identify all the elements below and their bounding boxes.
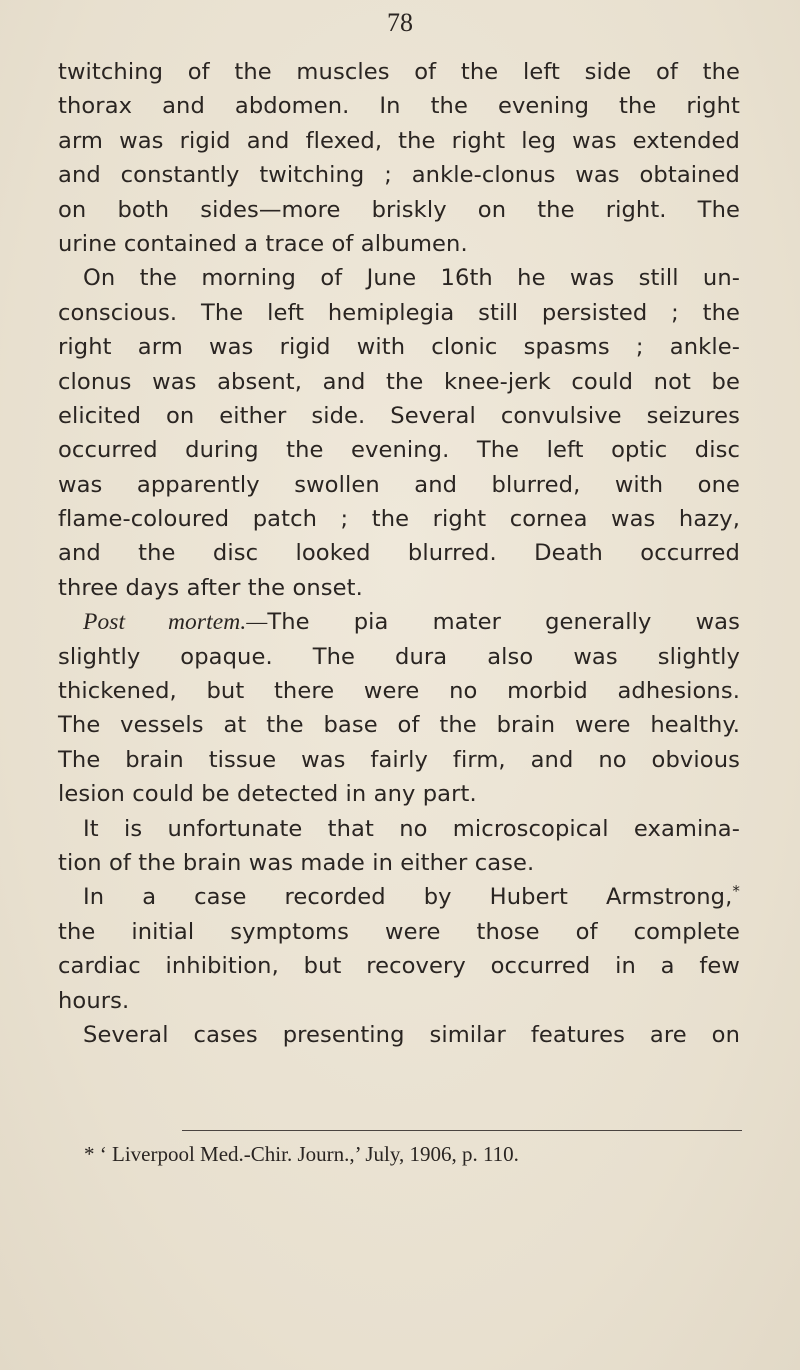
text-line: slightly opaque. The dura also was slightly: [58, 643, 740, 670]
text-line: and the disc looked blurred. Death occurred: [58, 540, 740, 567]
text-line: clonus was absent, and the knee-jerk could not be: [58, 368, 740, 395]
text-line: and constantly twitching ; ankle-clonus was obtained: [58, 162, 740, 189]
body-text: [58, 55, 740, 1052]
text-line: It is unfortunate that no microscopical examina-: [83, 815, 740, 842]
text-line: occurred during the evening. The left optic disc: [58, 437, 740, 464]
text-line: urine contained a trace of albumen.: [58, 230, 468, 257]
post-mortem-heading: Post mortem.—: [83, 609, 268, 636]
text-line: Several cases presenting similar features are on: [83, 1021, 740, 1048]
footnote-reference: *: [732, 882, 740, 901]
page-number: 78: [387, 8, 413, 37]
armstrong-text: In a case recorded by Hubert Armstrong,: [83, 884, 733, 911]
text-line: arm was rigid and flexed, the right leg was extended: [58, 127, 740, 154]
footnote-divider: [182, 1130, 742, 1131]
text-line: The brain tissue was fairly firm, and no obvious: [58, 746, 740, 773]
footnote-marker: *: [84, 1142, 95, 1166]
footnote-text: ‘ Liverpool Med.-Chir. Journ.,’ July, 1906, p. 110.: [99, 1142, 519, 1166]
text-line: hours.: [58, 987, 130, 1014]
text-line: conscious. The left hemiplegia still persisted ; the: [58, 299, 740, 326]
text-line: tion of the brain was made in either case.: [58, 849, 535, 876]
text-line: three days after the onset.: [58, 574, 363, 601]
text-line: on both sides—more briskly on the right. The: [58, 196, 740, 223]
text-line: elicited on either side. Several convulsive seizures: [58, 402, 740, 429]
text-line-with-footnote-ref: [58, 880, 740, 914]
text-line: was apparently swollen and blurred, with one: [58, 471, 740, 498]
text-line: The vessels at the base of the brain were healthy.: [58, 712, 740, 739]
text-line: thickened, but there were no morbid adhesions.: [58, 678, 740, 705]
text-line: right arm was rigid with clonic spasms ; ankle-: [58, 334, 740, 361]
text-line: thorax and abdomen. In the evening the right: [58, 93, 740, 120]
text-line: the initial symptoms were those of complete: [58, 918, 740, 945]
footnote: [84, 1140, 744, 1168]
text-line: flame-coloured patch ; the right cornea was hazy,: [58, 506, 740, 533]
text-line: cardiac inhibition, but recovery occurred in a few: [58, 953, 740, 980]
text-line: twitching of the muscles of the left side of the: [58, 59, 740, 85]
text-line: On the morning of June 16th he was still un-: [83, 265, 740, 292]
text-line: lesion could be detected in any part.: [58, 781, 477, 808]
text-line-post-mortem: [58, 605, 740, 639]
post-mortem-text: The pia mater generally was: [267, 609, 740, 636]
